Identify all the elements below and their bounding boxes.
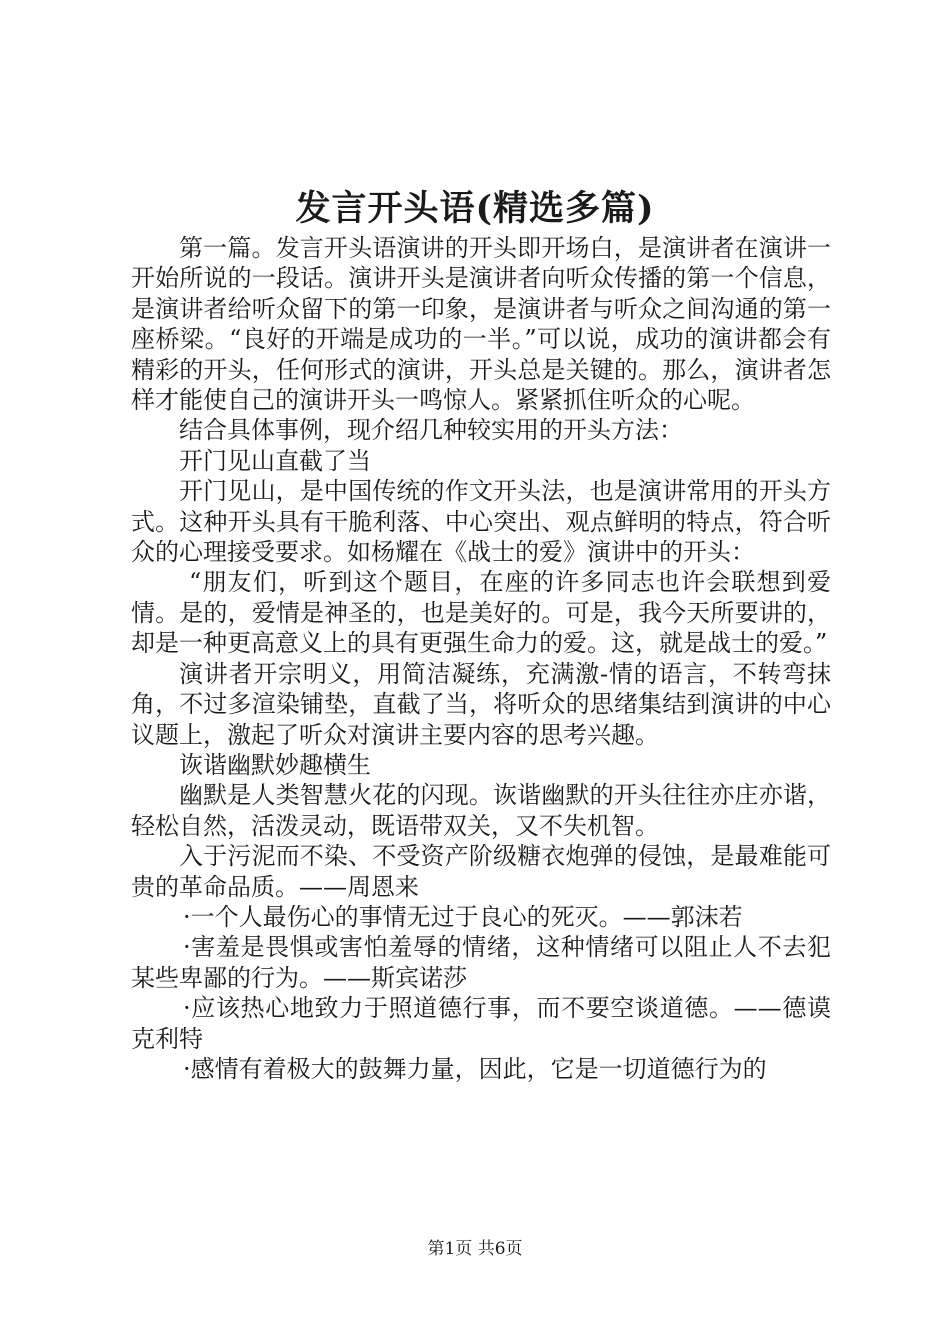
paragraph-quote: “朋友们，听到这个题目，在座的许多同志也许会联想到爱情。是的，爱情是神圣的，也是美好的。可是，我今天所要讲的，却是一种更高意义上的具有更强生命力的爱。这，就是战士的爱。”	[131, 568, 831, 658]
section-heading-humor: 诙谐幽默妙趣横生	[179, 750, 371, 779]
document-title: 发言开头语(精选多篇)	[295, 188, 655, 229]
page-footer: 第1页 共6页	[427, 1239, 523, 1259]
bullet-quote-democritus: ·应该热心地致力于照道德行事，而不要空谈道德。——德谟克利特	[131, 994, 831, 1053]
bullet-quote-guo: ·一个人最伤心的事情无过于良心的死灭。——郭沫若	[183, 902, 743, 931]
paragraph-humor-desc: 幽默是人类智慧火花的闪现。诙谐幽默的开头往往亦庄亦谐，轻松自然，活泼灵动，既语带双关，又不失机智。	[131, 781, 831, 840]
document-body	[131, 233, 831, 1084]
paragraph-direct-analysis: 演讲者开宗明义，用简洁凝练，充满激-情的语言，不转弯抹角，不过多渲染铺垫，直截了当，将听众的思绪集结到演讲的中心议题上，激起了听众对演讲主要内容的思考兴趣。	[131, 659, 831, 749]
paragraph-quote-zhou: 入于污泥而不染、不受资产阶级糖衣炮弹的侵蚀，是最难能可贵的革命品质。——周恩来	[131, 842, 831, 901]
bullet-quote-emotion: ·感情有着极大的鼓舞力量，因此，它是一切道德行为的	[183, 1054, 767, 1083]
paragraph-direct-desc: 开门见山，是中国传统的作文开头法，也是演讲常用的开头方式。这种开头具有干脆利落、中心突出、观点鲜明的特点，符合听众的心理接受要求。如杨耀在《战士的爱》演讲中的开头：	[131, 477, 831, 567]
section-heading-direct: 开门见山直截了当	[179, 446, 371, 475]
bullet-quote-spinoza: ·害羞是畏惧或害怕羞辱的情绪，这种情绪可以阻止人不去犯某些卑鄙的行为。——斯宾诺莎	[131, 933, 831, 992]
paragraph-intro: 第一篇。发言开头语演讲的开头即开场白，是演讲者在演讲一开始所说的一段话。演讲开头是演讲者向听众传播的第一个信息，是演讲者给听众留下的第一印象，是演讲者与听众之间沟通的第一座桥梁。“良好的开端是成功的一半。”可以说，成功的演讲都会有精彩的开头，任何形式的演讲，开头总是关键的。那么，演讲者怎样才能使自己的演讲开头一鸣惊人。紧紧抓住听众的心呢。	[131, 234, 831, 415]
paragraph-methods-intro: 结合具体事例，现介绍几种较实用的开头方法：	[179, 416, 683, 445]
